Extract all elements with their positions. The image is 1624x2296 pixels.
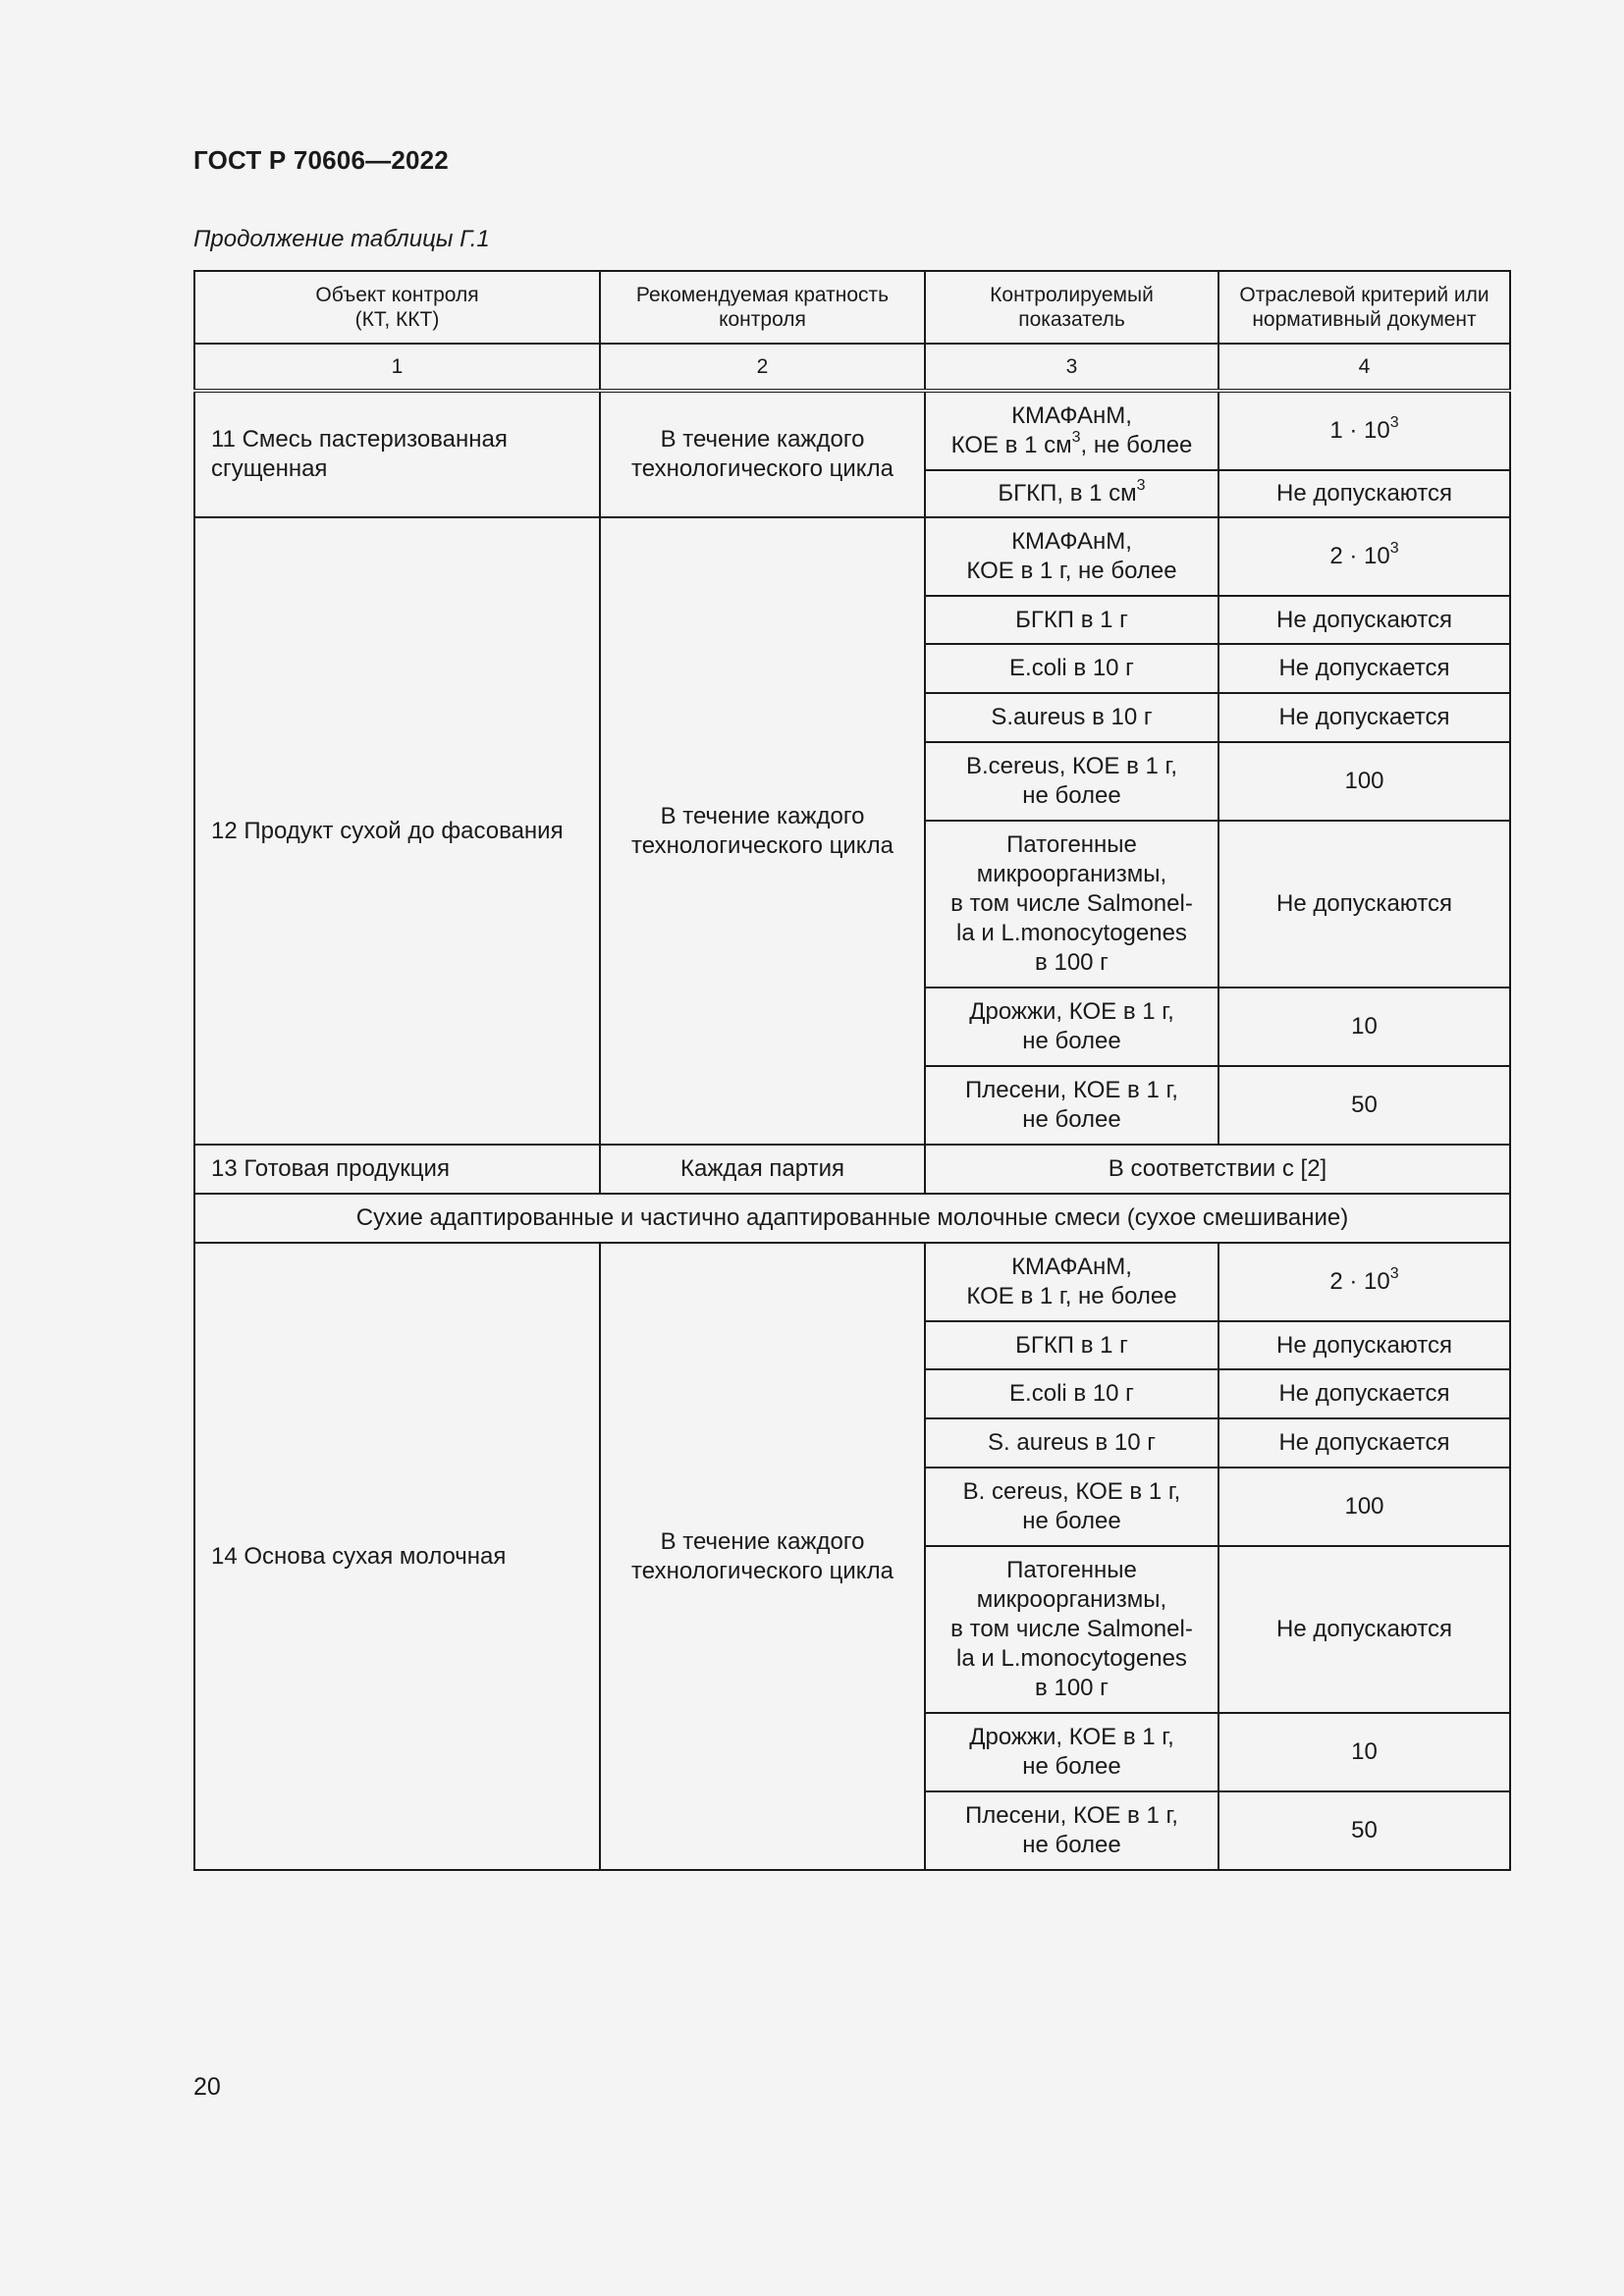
indicator-cell: Патогенные микроорганизмы, в том числе Salmonel- la и L.monocytogenes в 100 г: [925, 1546, 1218, 1713]
section-row: [194, 1194, 1510, 1243]
indicator-cell: E.coli в 10 г: [925, 644, 1218, 693]
criterion-cell: 50: [1218, 1066, 1510, 1145]
indicator-cell: Плесени, КОЕ в 1 г, не более: [925, 1066, 1218, 1145]
criterion-text: 2 · 10: [1329, 543, 1390, 569]
criterion-cell: Не допускается: [1218, 644, 1510, 693]
superscript: 3: [1389, 414, 1399, 431]
column-number-row: [194, 344, 1510, 391]
header-row: [194, 271, 1510, 344]
superscript: 3: [1389, 540, 1399, 557]
indicator-text-tail: , не более: [1080, 432, 1193, 458]
indicator-cell: Дрожжи, КОЕ в 1 г, не более: [925, 1713, 1218, 1791]
criterion-cell: 100: [1218, 742, 1510, 821]
page-number: 20: [193, 2073, 221, 2101]
criterion-cell: Не допускаются: [1218, 470, 1510, 517]
table-row: [194, 391, 1510, 470]
superscript: 3: [1071, 429, 1081, 446]
criterion-cell: 10: [1218, 1713, 1510, 1791]
object-cell: 14 Основа сухая молочная: [194, 1243, 600, 1870]
header-frequency: Рекомендуемая кратность контроля: [600, 271, 925, 344]
indicator-text: БГКП, в 1 см: [998, 480, 1137, 507]
indicator-cell: [925, 391, 1218, 470]
column-number: 2: [600, 344, 925, 391]
criterion-text: 2 · 10: [1329, 1268, 1390, 1295]
frequency-cell: В течение каждого технологического цикла: [600, 391, 925, 517]
indicator-cell: E.coli в 10 г: [925, 1369, 1218, 1418]
superscript: 3: [1136, 477, 1146, 494]
indicator-text: КМАФАнМ, КОЕ в 1 см: [950, 402, 1132, 458]
column-number: 3: [925, 344, 1218, 391]
criterion-cell: [1218, 1243, 1510, 1321]
indicator-cell: КМАФАнМ, КОЕ в 1 г, не более: [925, 517, 1218, 596]
criterion-cell: Не допускаются: [1218, 821, 1510, 988]
table-row: [194, 1145, 1510, 1194]
criterion-cell: 100: [1218, 1468, 1510, 1546]
merged-criterion-cell: В соответствии с [2]: [925, 1145, 1510, 1194]
column-number: 4: [1218, 344, 1510, 391]
indicator-cell: S.aureus в 10 г: [925, 693, 1218, 742]
frequency-cell: В течение каждого технологического цикла: [600, 517, 925, 1145]
criterion-cell: Не допускается: [1218, 1418, 1510, 1468]
table-caption: Продолжение таблицы Г.1: [193, 226, 490, 252]
section-title: Сухие адаптированные и частично адаптированные молочные смеси (сухое смешивание): [194, 1194, 1510, 1243]
indicator-cell: B. cereus, КОЕ в 1 г, не более: [925, 1468, 1218, 1546]
criterion-cell: Не допускаются: [1218, 1546, 1510, 1713]
indicator-cell: Патогенные микроорганизмы, в том числе Salmonel- la и L.monocytogenes в 100 г: [925, 821, 1218, 988]
criterion-cell: [1218, 517, 1510, 596]
indicator-cell: Дрожжи, КОЕ в 1 г, не более: [925, 988, 1218, 1066]
table-row: [194, 517, 1510, 596]
document-title: ГОСТ Р 70606—2022: [193, 145, 449, 175]
indicator-cell: B.cereus, КОЕ в 1 г, не более: [925, 742, 1218, 821]
column-number: 1: [194, 344, 600, 391]
criterion-cell: Не допускается: [1218, 693, 1510, 742]
header-indicator: Контролируемый показатель: [925, 271, 1218, 344]
object-cell: 11 Смесь пастеризованная сгущенная: [194, 391, 600, 517]
header-criterion: Отраслевой критерий или нормативный документ: [1218, 271, 1510, 344]
frequency-cell: Каждая партия: [600, 1145, 925, 1194]
criterion-text: 1 · 10: [1329, 417, 1390, 444]
superscript: 3: [1389, 1265, 1399, 1282]
criterion-cell: Не допускаются: [1218, 1321, 1510, 1369]
criterion-cell: Не допускаются: [1218, 596, 1510, 644]
object-cell: 12 Продукт сухой до фасования: [194, 517, 600, 1145]
criterion-cell: 50: [1218, 1791, 1510, 1870]
indicator-cell: [925, 470, 1218, 517]
indicator-cell: КМАФАнМ, КОЕ в 1 г, не более: [925, 1243, 1218, 1321]
indicator-cell: БГКП в 1 г: [925, 1321, 1218, 1369]
header-object: Объект контроля (КТ, ККТ): [194, 271, 600, 344]
object-cell: 13 Готовая продукция: [194, 1145, 600, 1194]
criterion-cell: Не допускается: [1218, 1369, 1510, 1418]
control-table: [193, 270, 1511, 1871]
indicator-cell: S. aureus в 10 г: [925, 1418, 1218, 1468]
table-row: [194, 1243, 1510, 1321]
indicator-cell: БГКП в 1 г: [925, 596, 1218, 644]
criterion-cell: 10: [1218, 988, 1510, 1066]
indicator-cell: Плесени, КОЕ в 1 г, не более: [925, 1791, 1218, 1870]
criterion-cell: [1218, 391, 1510, 470]
frequency-cell: В течение каждого технологического цикла: [600, 1243, 925, 1870]
